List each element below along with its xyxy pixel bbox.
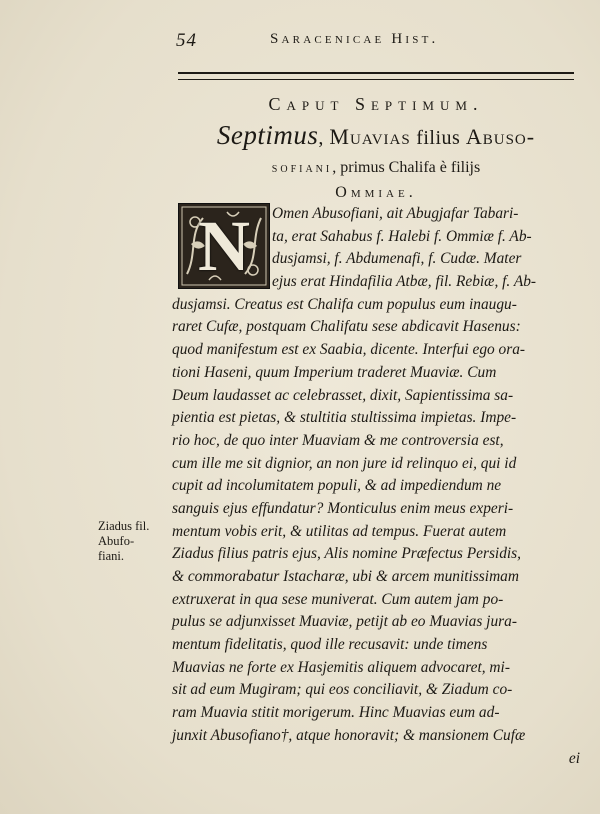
body-line: pientia est pietas, & stultitia stultissima impietas. Impe- <box>172 409 517 427</box>
running-head <box>0 28 600 52</box>
chapter-heading: Caput Septimum. <box>268 94 484 114</box>
body-line: Ziadus filius patris ejus, Alis nomine Præfectus Persidis, <box>172 545 522 563</box>
body-text <box>172 203 580 770</box>
drop-cap-letter: N <box>198 206 250 286</box>
body-line: junxit Abusofiano†, atque honoravit; & mansionem Cufæ <box>172 726 526 744</box>
body-line: ram Muavia stitit morigerum. Hinc Muavias eum ad- <box>172 704 500 722</box>
body-line: cum ille me sit dignior, an non jure id relinquo ei, qui id <box>172 454 517 472</box>
page-number: 54 <box>176 30 197 51</box>
title-line-2 <box>178 157 574 180</box>
title-line-3: Ommiae. <box>335 184 417 201</box>
body-line: rio hoc, de quo inter Muaviam & me controversia est, <box>172 431 504 449</box>
margin-note-line: fiani. <box>98 549 125 563</box>
body-line: ejus erat Hindafilia Atbæ, fil. Rebiæ, f. Ab- <box>272 273 537 291</box>
body-line: sanguis ejus effundatur? Monticulus enim meus experi- <box>172 499 514 517</box>
title-chalifa: , primus Chalifa è filijs <box>332 159 481 176</box>
title-line-1 <box>178 120 574 150</box>
body-line: extruxerat in qua sese muniverat. Cum autem jam po- <box>172 590 504 608</box>
body-line: cupit ad incolumitatem populi, & ad impediendum ne <box>172 477 502 495</box>
body-line: raret Cufæ, postquam Chalifatu sese abdicavit Hasenus: <box>172 318 521 336</box>
margin-note-line: Abufo- <box>98 534 135 548</box>
body-line: pulus se adjunxisset Muaviæ, petijt ab eo Muavias jura- <box>172 613 517 631</box>
catchword: ei <box>568 749 580 767</box>
body-line: ta, erat Sahabus f. Halebi f. Ommiæ f. Ab- <box>272 227 532 245</box>
body-line: mentum fidelitatis, quod ille recusavit: unde timens <box>172 636 488 654</box>
margin-note <box>98 519 170 564</box>
body-line: mentum vobis erit, & utilitas ad tempus. Fuerat autem <box>172 522 507 540</box>
title-name-abuso: Abuso- <box>465 124 536 149</box>
body-line: tioni Haseni, quum Imperium traderet Muaviæ. Cum <box>172 363 497 381</box>
header-rule <box>178 72 574 80</box>
title-comma: , <box>318 127 324 149</box>
title-word-septimus: Septimus <box>216 120 319 150</box>
body-line: dusjamsi. Creatus est Chalifa cum populus eum inaugu- <box>172 295 517 313</box>
body-line: Omen Abusofiani, ait Abugjafar Tabari- <box>272 205 519 222</box>
body-line: sit ad eum Mugiram; qui eos conciliavit, & Ziadum co- <box>172 681 513 699</box>
body-line: dusjamsi, f. Abdumenafi, f. Cudæ. Mater <box>272 250 522 268</box>
body-line: & commorabatur Istacharæ, ubi & arcem munitissimam <box>172 568 519 585</box>
body-line: Deum laudasset ac celebrasset, dixit, Sapientissima sa- <box>172 386 514 404</box>
title-word-filius: filius <box>416 127 461 149</box>
chapter-title <box>178 120 574 204</box>
body-line: quod manifestum est ex Saabia, dicente. Interfui ego ora- <box>172 341 526 359</box>
margin-note-line: Ziadus fil. <box>98 519 150 533</box>
title-name-muavias: Muavias <box>329 124 411 149</box>
running-title: Saracenicae Hist. <box>270 31 439 47</box>
body-line: Muavias ne forte ex Hasjemitis aliquem advocaret, mi- <box>172 658 510 676</box>
title-name-sofiani: sofiani <box>271 161 333 176</box>
